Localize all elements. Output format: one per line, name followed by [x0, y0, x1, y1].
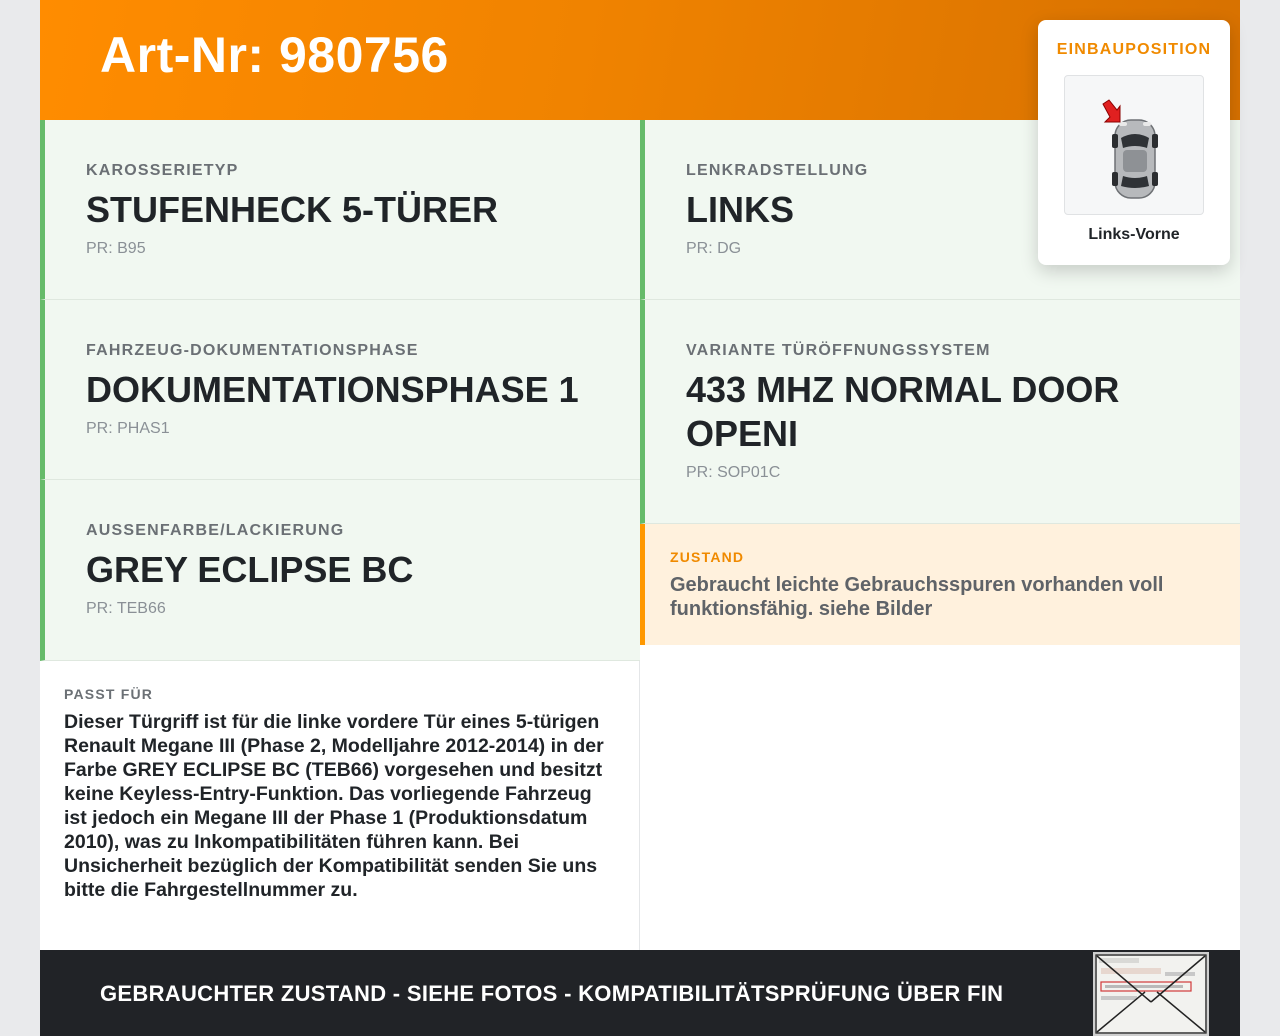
- card-label: LENKRADSTELLUNG: [686, 162, 869, 179]
- card-pr-code: PR: TEB66: [86, 600, 166, 617]
- condition-label: ZUSTAND: [670, 549, 745, 565]
- fitment-box: [40, 661, 640, 950]
- card-tueroeffnungssystem: [640, 300, 1240, 524]
- card-value: 433 MHZ NORMAL DOOR OPENI: [686, 369, 1120, 454]
- card-pr-code: PR: PHAS1: [86, 420, 170, 437]
- card-aussenfarbe: [40, 480, 640, 661]
- fitment-text: Dieser Türgriff ist für die linke vordere Tür eines 5-türigen Renault Megane III (Phase 2, Modelljahre 2012-2014) in der Farbe GREY ECLIPSE BC (TEB66) vorgesehen und besitzt keine Keyless-Entry-Funktion. Das vorliegende Fahrzeug ist jedoch ein Megane III der Phase 1 (Produktionsdatum 2010), was zu Inkompatibilitäten führen kann. Bei Unsicherheit bezüglich der Kompatibilität senden Sie uns bitte die Fahrgestellnummer zu.: [64, 711, 604, 901]
- card-pr-code: PR: B95: [86, 240, 146, 257]
- footer-bar: [40, 950, 1240, 1036]
- document-thumbnail-image: [1095, 954, 1207, 1034]
- card-label: FAHRZEUG-DOKUMENTATIONSPHASE: [86, 342, 419, 359]
- card-value: GREY ECLIPSE BC: [86, 549, 414, 590]
- document-thumbnail[interactable]: [1093, 952, 1209, 1036]
- footer-text: GEBRAUCHTER ZUSTAND - SIEHE FOTOS - KOMPATIBILITÄTSPRÜFUNG ÜBER FIN: [100, 981, 1004, 1006]
- card-value: STUFENHECK 5-TÜRER: [86, 189, 499, 230]
- card-label: KAROSSERIETYP: [86, 162, 239, 179]
- card-value: LINKS: [686, 189, 794, 230]
- installation-position-value: Links-Vorne: [1088, 226, 1180, 243]
- card-label: VARIANTE TÜRÖFFNUNGSSYSTEM: [686, 342, 991, 359]
- installation-position-card: [1038, 20, 1230, 265]
- article-number-title: Art-Nr: 980756: [100, 27, 449, 83]
- card-pr-code: PR: SOP01C: [686, 464, 781, 481]
- product-sheet: [40, 0, 1240, 1036]
- condition-text: Gebraucht leichte Gebrauchsspuren vorhanden voll funktionsfähig. siehe Bilder: [670, 574, 1164, 620]
- card-value: DOKUMENTATIONSPHASE 1: [86, 369, 579, 410]
- card-label: AUSSENFARBE/LACKIERUNG: [86, 522, 345, 539]
- car-top-view-icon: [1065, 76, 1205, 216]
- fitment-label: PASST FÜR: [64, 686, 154, 702]
- card-dokumentationsphase: [40, 300, 640, 480]
- card-pr-code: PR: DG: [686, 240, 742, 257]
- condition-box: [640, 524, 1240, 645]
- installation-position-label: EINBAUPOSITION: [1056, 41, 1212, 58]
- card-karosserietyp: [40, 120, 640, 300]
- installation-position-image: [1064, 75, 1204, 215]
